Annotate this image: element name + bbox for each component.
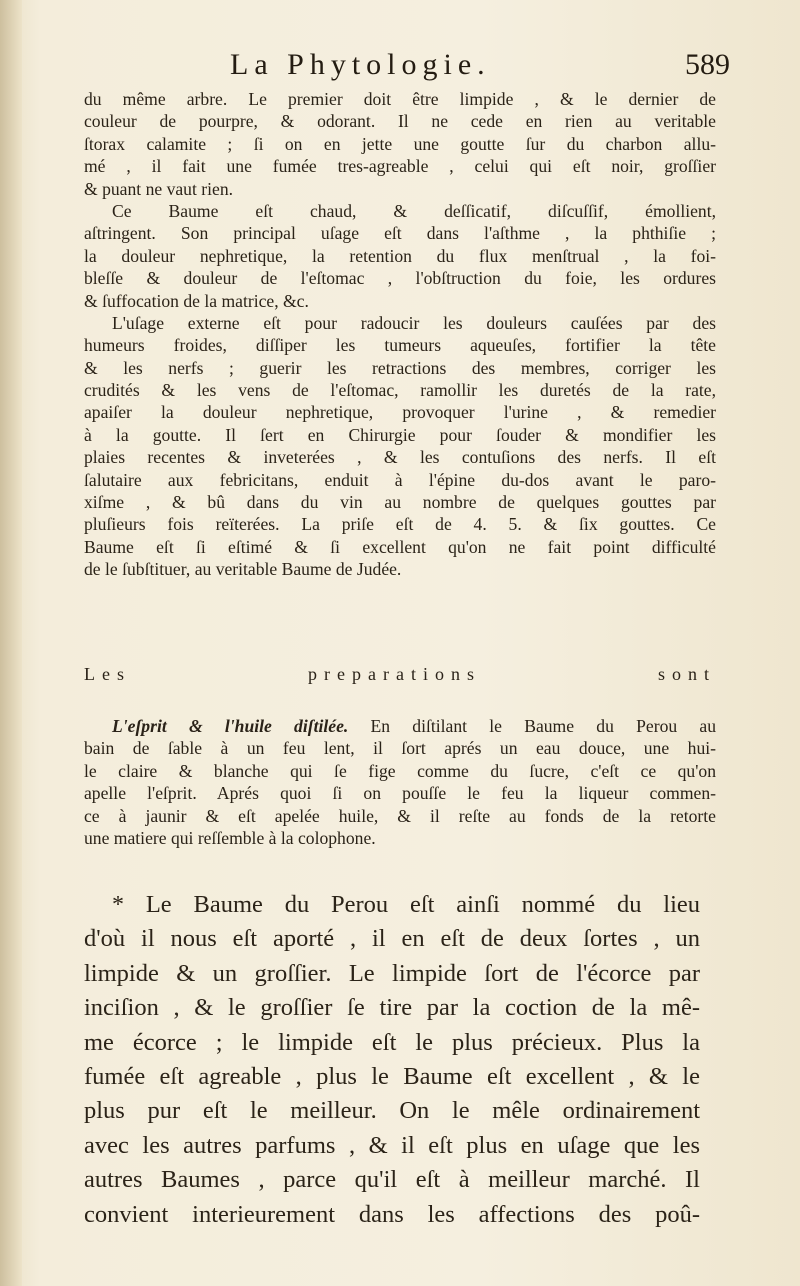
- main-text-block: [84, 88, 716, 581]
- text-line: avec les autres parfums , & il eſt plus en uſage que les: [84, 1131, 700, 1159]
- section-divider: [84, 868, 716, 869]
- text-line: Ce Baume eſt chaud, & deſſicatif, diſcuſſif, émollient,: [112, 200, 716, 221]
- page-header: [90, 48, 730, 88]
- text-line: ſtorax calamite ; ſi on en jette une goutte ſur du charbon allu-: [84, 133, 716, 154]
- text-line: Baume eſt ſi eſtimé & ſi excellent qu'on ne fait point difficulté: [84, 536, 716, 557]
- text-line: me écorce ; le limpide eſt le plus précieux. Plus la: [84, 1028, 700, 1056]
- text-line: plus pur eſt le meilleur. On le mêle ordinairement: [84, 1097, 700, 1125]
- text-line: bleſſe & douleur de l'eſtomac , l'obſtruction du foie, les ordures: [84, 268, 716, 289]
- text-line: fumée eſt agreable , plus le Baume eſt excellent , & le: [84, 1062, 700, 1090]
- text-line: de le ſubſtituer, au veritable Baume de Judée.: [84, 559, 402, 580]
- preparation-paragraph: [84, 715, 716, 849]
- text-line: mé , il fait une fumée tres-agreable , celui qui eſt noir, groſſier: [84, 156, 716, 177]
- text-line: & puant ne vaut rien.: [84, 178, 234, 199]
- text-line: couleur de pourpre, & odorant. Il ne cede en rien au veritable: [84, 111, 716, 132]
- section-heading: Les preparations sont: [84, 664, 716, 684]
- page-number: 589: [685, 48, 730, 81]
- footnote-marker: *: [112, 892, 124, 918]
- text-line: xiſme , & bû dans du vin au nombre de quelques gouttes par: [84, 492, 716, 513]
- text-line: apaiſer la douleur nephretique, provoquer l'urine , & remedier: [84, 402, 716, 423]
- text-line: la douleur nephretique, la retention du flux menſtrual , la foi-: [84, 245, 716, 266]
- text-line: En diſtilant le Baume du Perou au: [370, 716, 716, 736]
- text-line: ſalutaire aux febricitans, enduit à l'épine du-dos avant le paro-: [84, 469, 716, 490]
- text-line: du même arbre. Le premier doit être limpide , & le dernier de: [84, 89, 716, 109]
- text-line: crudités & les vens de l'eſtomac, ramollir les duretés de la rate,: [84, 380, 716, 401]
- text-line: & les nerfs ; guerir les retractions des membres, corriger les: [84, 357, 716, 378]
- text-line: humeurs froides, diſſiper les tumeurs aqueuſes, fortifier la tête: [84, 335, 716, 356]
- text-line: d'où il nous eſt aporté , il en eſt de deux ſortes , un: [84, 925, 700, 953]
- text-line: Le Baume du Perou eſt ainſi nommé du lieu: [145, 891, 701, 918]
- text-line: à la goutte. Il ſert en Chirurgie pour ſouder & mondifier les: [84, 424, 716, 445]
- text-line: aſtringent. Son principal uſage eſt dans l'aſthme , la phthiſie ;: [84, 223, 716, 244]
- text-line: plaies recentes & inveterées , & les contuſions des nerfs. Il eſt: [84, 447, 716, 468]
- text-line: pluſieurs fois reïterées. La priſe eſt de 4. 5. & ſix gouttes. Ce: [84, 514, 716, 535]
- text-line: bain de ſable à un feu lent, il ſort aprés un eau douce, une hui-: [84, 738, 716, 759]
- footnote-block: [84, 888, 700, 1232]
- text-line: convient interieurement dans les affections des poû-: [84, 1200, 700, 1228]
- preparation-term: L'eſprit & l'huile diſtilée.: [112, 716, 349, 736]
- text-line: ce à jaunir & eſt apelée huile, & il reſte au fonds de la retorte: [84, 805, 716, 826]
- text-line: & ſuffocation de la matrice, &c.: [84, 290, 309, 311]
- text-line: apelle l'eſprit. Aprés quoi ſi on pouſſe le feu la liqueur commen-: [84, 783, 716, 804]
- text-line: inciſion , & le groſſier ſe tire par la coction de la mê-: [84, 994, 700, 1022]
- text-line: autres Baumes , parce qu'il eſt à meilleur marché. Il: [84, 1166, 700, 1194]
- running-head: La Phytologie.: [230, 48, 491, 81]
- text-line: L'uſage externe eſt pour radoucir les douleurs cauſées par des: [112, 312, 716, 333]
- page-gutter: [0, 0, 22, 1286]
- text-line: limpide & un groſſier. Le limpide ſort de l'écorce par: [84, 959, 700, 987]
- text-line: une matiere qui reſſemble à la colophone.: [84, 827, 376, 848]
- text-line: le claire & blanche qui ſe fige comme du ſucre, c'eſt ce qu'on: [84, 760, 716, 781]
